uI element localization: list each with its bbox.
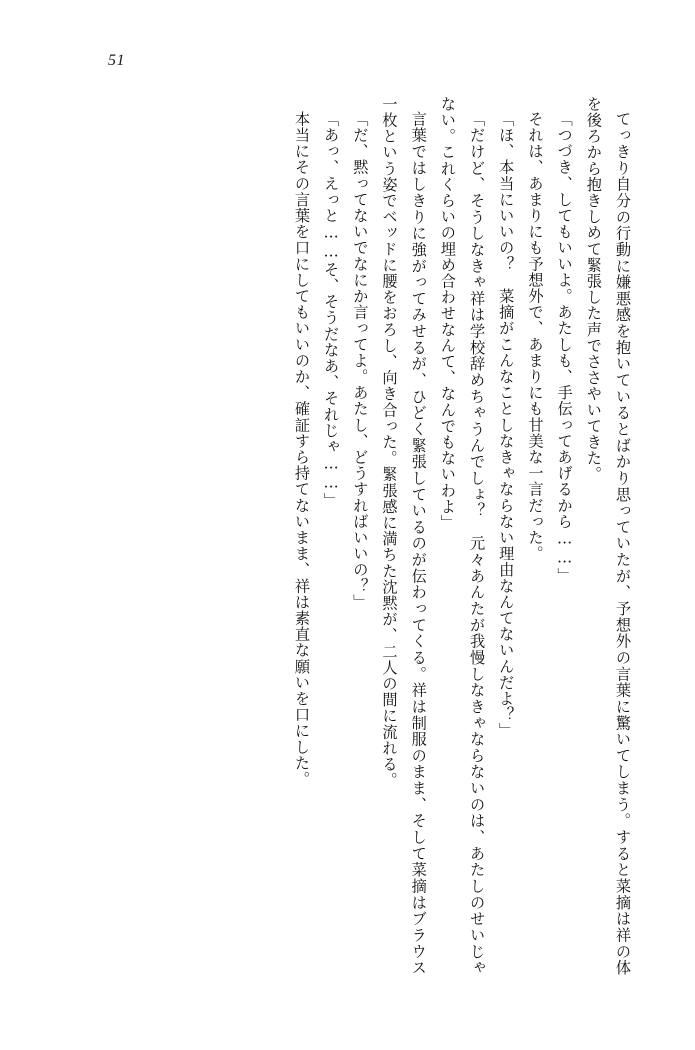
paragraph: 「ほ、本当にいいの？ 菜摘がこんなことしなきゃならない理由なんてないんだよ？」 <box>497 111 516 740</box>
paragraph: てっきり自分の行動に嫌悪感を抱いているとばかり思っていたが、予想外の言葉に驚いてしまう。すると菜摘は祥の体を後ろから抱きしめて緊張した声でささやいてきた。 <box>584 96 632 976</box>
paragraph: 「つづき、してもいいよ。あたしも、手伝ってあげるから……」 <box>555 111 574 584</box>
body-text <box>77 96 637 976</box>
paragraph: 「だ、黙ってないでなにか言ってよ。あたし、どうすればいいの？」 <box>351 111 370 611</box>
paragraph: それは、あまりにも予想外で、あまりにも甘美な一言だった。 <box>526 111 545 562</box>
paragraph: 「だけど、そうしなきゃ祥は学校辞めちゃうんでしょ？ 元々あんたが我慢しなきゃならないのは、あたしのせいじゃない。これくらいの埋め合わせなんて、なんでもないわよ」 <box>438 96 487 976</box>
paragraph: 「あっ、えっと……そ、そうだなあ、それじゃ……」 <box>322 111 341 509</box>
paragraph: 言葉ではしきりに強がってみせるが、ひどく緊張しているのが伝わってくる。祥は制服のまま、そして菜摘はブラウス一枚という姿でベッドに腰をおろし、向き合った。緊張感に満ちた沈黙が、二人の間に流れる。 <box>380 96 428 976</box>
paragraph: 本当にその言葉を口にしてもいいのか、確証すら持てないまま、祥は素直な願いを口にした。 <box>292 111 311 788</box>
page-number: 51 <box>108 52 125 69</box>
